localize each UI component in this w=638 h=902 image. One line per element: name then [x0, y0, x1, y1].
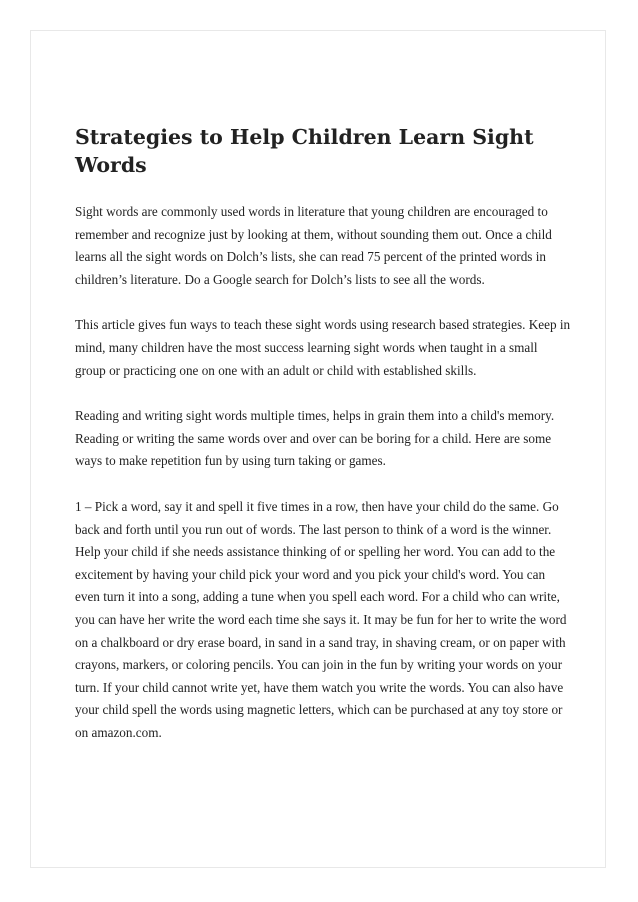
paragraph-article-overview: This article gives fun ways to teach these sight words using research based strategies. Keep in mind, many children have the most success learning sight words when taught in a small group or practicing one on one with an adult or child with established skills. — [75, 317, 571, 378]
paragraph-repetition: Reading and writing sight words multiple times, helps in grain them into a child's memory. Reading or writing the same words over and over can be boring for a child. Here are some ways to make repetition fun by using turn taking or games. — [75, 408, 555, 469]
document-content — [75, 123, 571, 767]
paragraph-strategy-1: 1 – Pick a word, say it and spell it five times in a row, then have your child do the same. Go back and forth until you run out of words. The last person to think of a word is the winner. Help your child if she needs assistance thinking of or spelling her word. You can add to the excitement by having your child pick your word and you pick your child's word. You can even turn it into a song, adding a tune when you spell each word. For a child who can write, you can have her write the word each time she says it. It may be fun for her to write the word on a chalkboard or dry erase board, in sand in a sand tray, in shaving cream, or on paper with crayons, markers, or coloring pencils. You can join in the fun by writing your words on your turn. If your child cannot write yet, have them watch you write the words. You can also have your child spell the words using magnetic letters, which can be purchased at any toy store or on amazon.com. — [75, 498, 567, 740]
document-page — [30, 30, 606, 868]
document-title: Strategies to Help Children Learn Sight Words — [75, 125, 534, 177]
paragraph-intro: Sight words are commonly used words in literature that young children are encouraged to remember and recognize just by looking at them, without sounding them out. Once a child learns all the sight words on Dolch’s lists, she can read 75 percent of the printed words in children’s literature. Do a Google search for Dolch’s lists to see all the words. — [75, 204, 552, 287]
